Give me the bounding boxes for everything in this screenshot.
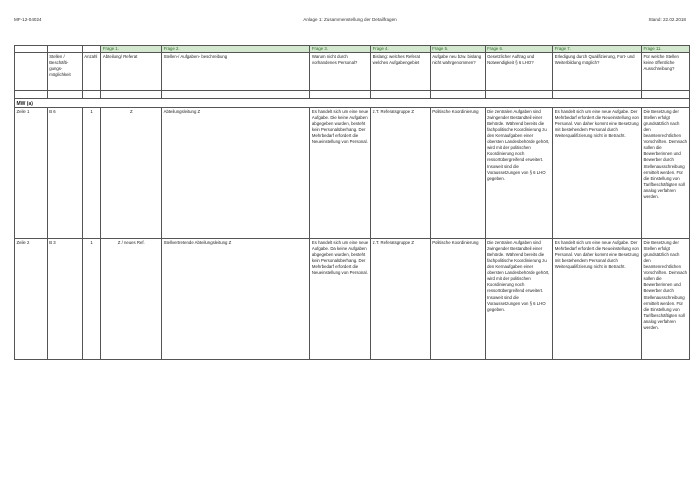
column-header: Abteilung/ Referat	[101, 53, 162, 91]
table-row	[15, 239, 690, 360]
question-cell: Frage 7.	[553, 46, 642, 53]
abteilung-cell: Z / neues Ref.	[101, 239, 162, 360]
question-cell: Frage 6.	[485, 46, 553, 53]
detail-questions-table	[14, 45, 690, 360]
column-header: Bislang: welches Referat welches Aufgabengebiet	[371, 53, 431, 91]
column-header: Aufgabe neu bzw. bislang nicht wahrgenommen?	[430, 53, 485, 91]
column-header-row	[15, 53, 690, 91]
anzahl-cell: 1	[82, 239, 101, 360]
beschreibung-cell: Abteilungsleitung Z	[162, 108, 310, 239]
document-title: Anlage 1: Zusammenstellung der Detailfragen	[303, 17, 397, 22]
qualifizierung-cell: Es handelt sich um eine neue Aufgabe. Der Mehrbedarf erfordert die Neueinstellung von Personal. Von daher kommt eine Besetzung mit bestehendem Personal durch Weiterqualifizierung nicht in Betracht.	[553, 239, 642, 360]
column-header: Anzahl	[82, 53, 101, 91]
stelle-cell: B 3	[47, 239, 82, 360]
bislang-cell: z.T. Referatsgruppe Z	[371, 108, 431, 239]
ausschreibung-cell: Die Besetzung der Stellen erfolgt grundsätzlich nach den beamtenrechtlichen Vorschriften. Demnach sollen die Bewerberinnen und Bewerber durch Stellenausschreibung ermittelt werden. Für die Einstellung von Tarifbeschäftigten soll analog verfahren werden.	[642, 239, 690, 360]
neu-cell: Politische Koordinierung	[430, 239, 485, 360]
question-cell: Frage 5.	[430, 46, 485, 53]
section-label: MW (a)	[15, 99, 690, 108]
warum-cell: Es handelt sich um eine neue Aufgabe. Die keine Aufgaben abgegeben wurden, besteht kein Personalüberhang. Der Mehrbedarf erfordert die Neueinstellung von Personal.	[310, 108, 371, 239]
neu-cell: Politische Koordinierung	[430, 108, 485, 239]
qualifizierung-cell: Es handelt sich um eine neue Aufgabe. Der Mehrbedarf erfordert die Neueinstellung von Personal. Von daher kommt eine Besetzung mit bestehendem Personal durch Weiterqualifizierung nicht in Betracht.	[553, 108, 642, 239]
warum-cell: Es handelt sich um eine neue Aufgabe. Da keine Aufgaben abgegeben wurden, besteht kein Personalüberhang. Der Mehrbedarf erfordert die Neueinstellung von Personal.	[310, 239, 371, 360]
row-label: Zeile 1	[15, 108, 48, 239]
question-cell: Frage 1.	[101, 46, 162, 53]
question-cell: Frage 11.	[642, 46, 690, 53]
abteilung-cell: Z	[101, 108, 162, 239]
column-header: Für welche Stellen keine öffentliche Ausschreibung?	[642, 53, 690, 91]
gesetzlich-cell: Die zentralen Aufgaben sind zwingender Bestandteil einer Behörde. Während bereits die fachpolitische Koordinierung zu den Kernaufgaben einer obersten Landesbehörde gehört, wird mit der politischen Koordinierung noch ressortübergreifend erweitert. Insoweit sind die Voraussetzungen von § 6 LHO gegeben.	[485, 108, 553, 239]
row-label: Zeile 2	[15, 239, 48, 360]
anzahl-cell: 1	[82, 108, 101, 239]
column-header: Warum nicht durch vorhandenes Personal?	[310, 53, 371, 91]
question-cell	[82, 46, 101, 53]
bislang-cell: z.T. Referatsgruppe Z	[371, 239, 431, 360]
document-date: Stand: 22.02.2018	[648, 17, 686, 22]
gesetzlich-cell: Die zentralen Aufgaben sind zwingender Bestandteil einer Behörde. Während bereits die fachpolitische Koordinierung zu den Kernaufgaben einer obersten Landesbehörde gehört, wird mit der politischen Koordinierung noch ressortübergreifend erweitert. Insoweit sind die Voraussetzungen von § 6 LHO gegeben.	[485, 239, 553, 360]
question-cell	[15, 46, 48, 53]
column-header: Gesetzlicher Auftrag und Notwendigkeit § 6 LHO?	[485, 53, 553, 91]
column-header: Stellen / Beschäfti- gungs- möglichkeit	[47, 53, 82, 91]
column-header	[15, 53, 48, 91]
document-id: MF-12-04024	[14, 17, 42, 22]
ausschreibung-cell: Die Besetzung der Stellen erfolgt grundsätzlich nach den beamtenrechtlichen Vorschriften. Demnach sollen die Bewerberinnen und Bewerber durch Stellenausschreibung ermittelt werden. Für die Einstellung von Tarifbeschäftigten soll analog verfahren werden.	[642, 108, 690, 239]
question-cell: Frage 4.	[371, 46, 431, 53]
question-cell: Frage 3.	[310, 46, 371, 53]
column-header: Erledigung durch Qualifizierung, Fort- und Weiterbildung möglich?	[553, 53, 642, 91]
table-row	[15, 108, 690, 239]
question-number-row	[15, 46, 690, 53]
question-cell	[47, 46, 82, 53]
section-row	[15, 99, 690, 108]
stelle-cell: B 6	[47, 108, 82, 239]
question-cell: Frage 2.	[162, 46, 310, 53]
spacer-row	[15, 91, 690, 99]
column-header: Stellen-/ Aufgaben- beschreibung	[162, 53, 310, 91]
beschreibung-cell: Stellvertretende Abteilungsleitung Z	[162, 239, 310, 360]
